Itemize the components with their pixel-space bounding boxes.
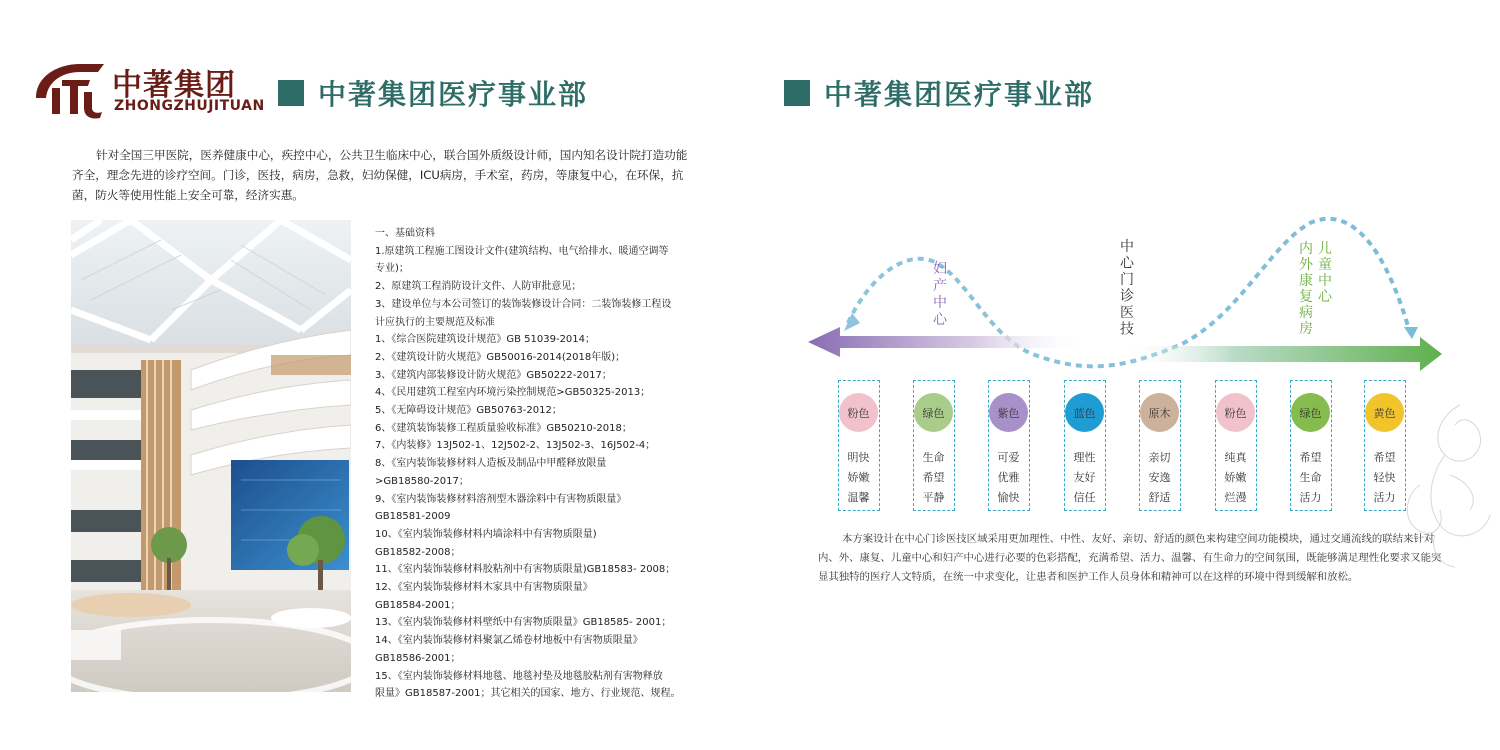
reference-line: 3、建设单位与本公司签订的装饰装修设计合同：二装饰装修工程设 (375, 298, 672, 310)
reference-line: 9、《室内装饰装修材料溶剂型木器涂料中有害物质限量》 (375, 493, 627, 505)
reference-line: 11、《室内装饰装修材料胶粘剂中有害物质限量)GB18583- 2008； (375, 564, 676, 576)
reference-line: 6、《建筑装饰装修工程质量验收标准》GB50210-2018； (375, 422, 632, 434)
hospital-atrium-photo (71, 220, 351, 692)
left-section-title (278, 73, 588, 113)
left-arrow-icon (808, 327, 1090, 357)
color-keyword: 可爱 (997, 451, 1020, 464)
reference-line: 10、《室内装饰装修材料内墙涂料中有害物质限量) (375, 528, 597, 540)
zone-right-b-label: 内外康复病房 (1299, 241, 1313, 337)
color-keyword: 希望 (1299, 451, 1322, 464)
reference-line: GB18581-2009 (375, 511, 451, 523)
color-swatch: 黄色 (1365, 393, 1404, 432)
zone-left-label: 妇产中心 (933, 261, 947, 328)
company-logo (32, 58, 265, 120)
left-title-text: 中著集团医疗事业部 (318, 78, 589, 111)
color-keyword: 娇嫩 (1224, 471, 1247, 484)
color-keyword: 信任 (1073, 491, 1096, 504)
color-card (838, 380, 880, 511)
reference-line: 3、《建筑内部装修设计防火规范》GB50222-2017； (375, 369, 612, 381)
reference-line: 4、《民用建筑工程室内环境污染控制规范>GB50325-2013； (375, 387, 651, 399)
zone-center-label: 中心门诊医技 (1120, 239, 1134, 338)
reference-line: 13、《室内装饰装修材料壁纸中有害物质限量》GB18585- 2001； (375, 617, 672, 629)
reference-line: GB18584-2001； (375, 599, 461, 611)
color-keyword: 明快 (847, 451, 870, 464)
color-keyword: 舒适 (1148, 491, 1171, 504)
color-card (1064, 380, 1106, 511)
color-swatch: 绿色 (914, 393, 953, 432)
color-swatch: 蓝色 (1065, 393, 1104, 432)
reference-line: 一、基础资料 (375, 228, 435, 239)
reference-line: 15、《室内装饰装修材料地毯、地毯衬垫及地毯胶粘剂有害物释放 (375, 670, 663, 682)
color-card (1215, 380, 1257, 511)
color-keyword: 安逸 (1148, 471, 1171, 484)
logo-name-en: ZHONGZHUJITUAN (114, 98, 265, 114)
reference-line: GB18582-2008； (375, 546, 461, 558)
color-keyword: 娇嫩 (847, 471, 870, 484)
color-swatch: 绿色 (1291, 393, 1330, 432)
zone-right-a-label: 儿童中心 (1318, 241, 1332, 305)
color-keyword: 希望 (922, 471, 945, 484)
reference-line: 1、《综合医院建筑设计规范》GB 51039-2014； (375, 334, 596, 346)
color-keyword: 轻快 (1373, 471, 1396, 484)
logo-mark-icon (32, 58, 108, 120)
color-swatch: 原木 (1140, 393, 1179, 432)
color-keyword: 生命 (1299, 471, 1322, 484)
reference-line: 12、《室内装饰装修材料木家具中有害物质限量》 (375, 582, 593, 594)
color-keyword: 活力 (1299, 491, 1322, 504)
color-swatch: 紫色 (989, 393, 1028, 432)
color-keyword: 烂漫 (1224, 491, 1247, 504)
color-keyword: 亲切 (1148, 451, 1171, 464)
right-arrow-icon (1122, 337, 1442, 371)
color-swatch-row (800, 380, 1460, 520)
color-keyword: 生命 (922, 451, 945, 464)
reference-line: 14、《室内装饰装修材料聚氯乙烯卷材地板中有害物质限量》 (375, 635, 643, 647)
title-square-icon (784, 80, 810, 106)
logo-name-cn: 中著集团 (112, 68, 236, 103)
color-swatch: 粉色 (839, 393, 878, 432)
reference-line: 8、《室内装饰装修材料人造板及制品中甲醛释放限量 (375, 458, 607, 470)
reference-line: 5、《无障碍设计规范》GB50763-2012； (375, 405, 562, 417)
color-keyword: 平静 (922, 491, 945, 504)
color-keyword: 希望 (1373, 451, 1396, 464)
color-card (1290, 380, 1332, 511)
color-keyword: 活力 (1373, 491, 1396, 504)
reference-line: 7、《内装修》13J502-1、12J502-2、13J502-3、16J502-4； (375, 440, 656, 452)
floral-ornament-icon (1400, 385, 1495, 575)
color-keyword: 理性 (1073, 451, 1096, 464)
color-swatch: 粉色 (1216, 393, 1255, 432)
right-title-text: 中著集团医疗事业部 (824, 78, 1095, 111)
reference-line: 计应执行的主要规范及标准 (375, 316, 495, 328)
curve-right-arrowhead-icon (1404, 327, 1418, 339)
color-keyword: 优雅 (997, 471, 1020, 484)
reference-line: 专业)； (375, 263, 409, 275)
reference-line: GB18586-2001； (375, 652, 461, 664)
color-card (988, 380, 1030, 511)
reference-line: 2、《建筑设计防火规范》GB50016-2014(2018年版)； (375, 351, 626, 363)
references-list (375, 225, 705, 703)
right-section-title (784, 73, 1094, 113)
color-card (1139, 380, 1181, 511)
reference-line: >GB18580-2017； (375, 475, 469, 487)
intro-paragraph: 针对全国三甲医院，医养健康中心，疾控中心，公共卫生临床中心，联合国外质级设计师，国内知名设计院打造功能齐全，理念先进的诊疗空间。门诊，医技，病房，急救，妇幼保健，ICU病房，手术室，药房，等康复中心，在环保，抗菌，防火等使用性能上安全可靠，经济实惠。 (72, 148, 688, 202)
color-keyword: 纯真 (1224, 451, 1247, 464)
color-card (913, 380, 955, 511)
color-keyword: 友好 (1073, 471, 1096, 484)
reference-line: 2、原建筑工程消防设计文件、人防审批意见； (375, 281, 582, 293)
design-paragraph: 本方案设计在中心门诊医技区域采用更加理性、中性、友好、亲切、舒适的颜色来构建空间功能模块，通过交通流线的联结来针对内、外、康复、儿童中心和妇产中心进行必要的色彩搭配，充满希望、活力、温馨、有生命力的空间氛围，既能够满足理性化要求又能突显其独特的医疗人文特质，在统一中求变化，让患者和医护工作人员身体和精神可以在这样的环境中得到缓解和放松。 (818, 533, 1442, 583)
color-keyword: 温馨 (847, 491, 870, 504)
reference-line: 1.原建筑工程施工图设计文件(建筑结构、电气给排水、暖通空调等 (375, 245, 669, 257)
reference-line: 限量》GB18587-2001；其它相关的国家、地方、行业规范、规程。 (375, 688, 681, 700)
title-square-icon (278, 80, 304, 106)
color-keyword: 愉快 (997, 491, 1020, 504)
